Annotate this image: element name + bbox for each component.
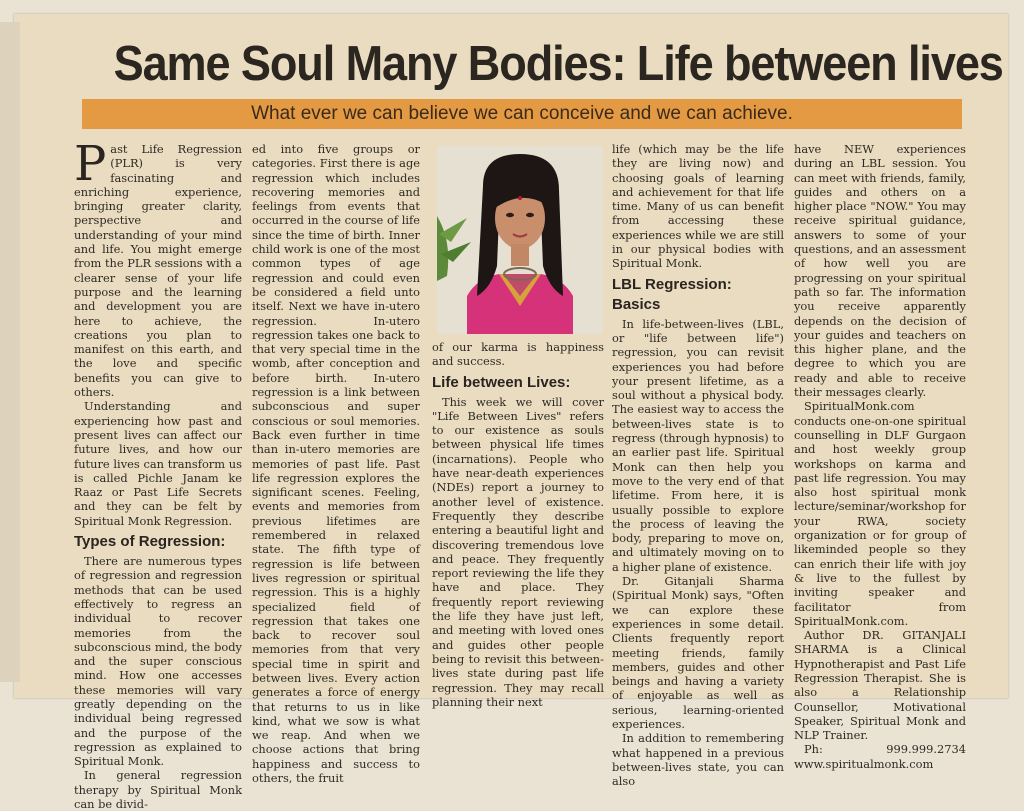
paper-edge <box>0 22 20 682</box>
section-heading-lbl-regression: LBL Regression: Basics <box>612 275 732 313</box>
intro-paragraph <box>74 136 242 400</box>
paragraph: In general regression therapy by Spiritual Monk can be divid- <box>74 768 242 811</box>
portrait-illustration <box>437 146 603 334</box>
paragraph: ed into five groups or categories. First there is age regression which includes recovering memories and feelings from events that occurred in the course of life since the time of birth. Inner child work is one of the most common types of age regression and could even be considered a field unto itself. Next we have in-utero regression. In-utero regression takes one back to that very special time in the womb, after conception and before birth. In-utero regression is a link between subconscious and super conscious or soul memories. Back even further in time than in-utero memories are memories of past life. Past life regression explores the significant scenes. Feeling, events and memories from previous lifetimes are remembered in relaxed state. The fifth type of regression is life between lives regression or spiritual regression. This is a highly specialized field of regression that takes one back to recover soul memories from that very special time in spirit and between lives. Every action generates a force of energy that returns to us in like kind, what we sow is what we reap. And when we choose actions that bring happiness and success to others, the fruit <box>252 142 420 786</box>
intro-text: ast Life Regression (PLR) is very fascinating and enriching experience, bringing greater clarity, perspective and understanding of your mind and life. You might emerge from the PLR sessions with a clearer sense of your life purpose and the learning and development you are here to achieve, the creations you plan to manifest on this earth, and the love and specific benefits you can give to others. <box>74 142 242 400</box>
article-column-1 <box>74 136 242 811</box>
author-photo <box>437 146 603 334</box>
article-column-5 <box>794 142 966 771</box>
paragraph: Understanding and experiencing how past and present lives can affect our future lives, and how our future lives can transform us is called Pichle Janam ke Raaz or Past Life Secrets and they can be felt by Spiritual Monk Regression. <box>74 399 242 528</box>
tagline-banner: What ever we can believe we can conceive and we can achieve. <box>82 99 962 129</box>
paragraph: have NEW experiences during an LBL session. You can meet with friends, family, guides and others on a higher place "NOW." You may receive spiritual guidance, answers to some of your questions, and an assessment of how well you are progressing on your spiritual path so far. The information you receive apparently depends on the decision of your guides and teachers on this higher plane, and the degree to which you are ready and able to receive their messages clearly. <box>794 142 966 400</box>
paragraph: Dr. Gitanjali Sharma (Spiritual Monk) says, "Often we can explore these experiences in some detail. Clients frequently report meeting friends, family members, guides and other beings and having a variety of enjoyable as well as serious, learning-oriented experiences. <box>612 574 784 731</box>
contact-line: Ph: 999.999.2734 www.spiritualmonk.com <box>794 742 966 771</box>
paragraph: In addition to remembering what happened in a previous between-lives state, you can also <box>612 731 784 789</box>
paragraph: This week we will cover "Life Between Lives" refers to our existence as souls between physical life times (incarnations). People who have near-death experiences (NDEs) report a journey to another level of existence. Frequently they describe entering a beautiful light and discovering tremendous love and peace. They frequently report reviewing the life they have and place. They frequently report reviewing the life they have just left, and meeting with loved ones and guides other people being to revisit this between-lives state during past life regression. They may recall planning their next <box>432 394 604 709</box>
section-heading-life-between-lives: Life between Lives: <box>432 373 571 391</box>
paragraph: In life-between-lives (LBL, or "life between life") regression, you can revisit experiences you had before your present lifetime, as a soul without a physical body. The easiest way to access the between-lives state is to regress (through hypnosis) to an earlier past life. Spiritual Monk can then help you move to the very end of that lifetime. From here, it is usually possible to explore the process of leaving the body, preparing to move on, and ultimately moving on to a higher plane of existence. <box>612 316 784 574</box>
article-column-2 <box>252 142 420 785</box>
drop-cap: P <box>74 136 107 192</box>
author-bio: Author DR. GITANJALI SHARMA is a Clinical Hypnotherapist and Past Life Regression Therapist. She is also a Relationship Counsellor, Motivational Speaker, Spiritual Monk and NLP Trainer. <box>794 628 966 743</box>
paragraph: SpiritualMonk.com conducts one-on-one spiritual counselling in DLF Gurgaon and host weekly group workshops on karma and past life regression. You may also host spiritual monk lecture/seminar/workshop for your RWA, society organization or for group of likeminded people so they can enrich their life with joy & live to the fullest by inviting speaker and facilitator from SpiritualMonk.com. <box>794 399 966 628</box>
article-column-4 <box>612 142 784 788</box>
paragraph: There are numerous types of regression and regression methods that can be used effectively to regress an individual to recover memories from the subconscious mind, the body and the super conscious mind. How one accesses these memories will vary greatly depending on the individual being regressed and the purpose of the regression as explained to Spiritual Monk. <box>74 554 242 769</box>
section-heading-types-of-regression: Types of Regression: <box>74 533 226 551</box>
paragraph: life (which may be the life they are living now) and choosing goals of learning and achievement for that life time. Many of us can benefit from accessing these experiences while we are still in our physical bodies with Spiritual Monk. <box>612 142 784 271</box>
paragraph: of our karma is happiness and success. <box>432 340 604 369</box>
article-column-3 <box>432 340 604 709</box>
headline: Same Soul Many Bodies: Life between lives <box>113 37 1003 91</box>
